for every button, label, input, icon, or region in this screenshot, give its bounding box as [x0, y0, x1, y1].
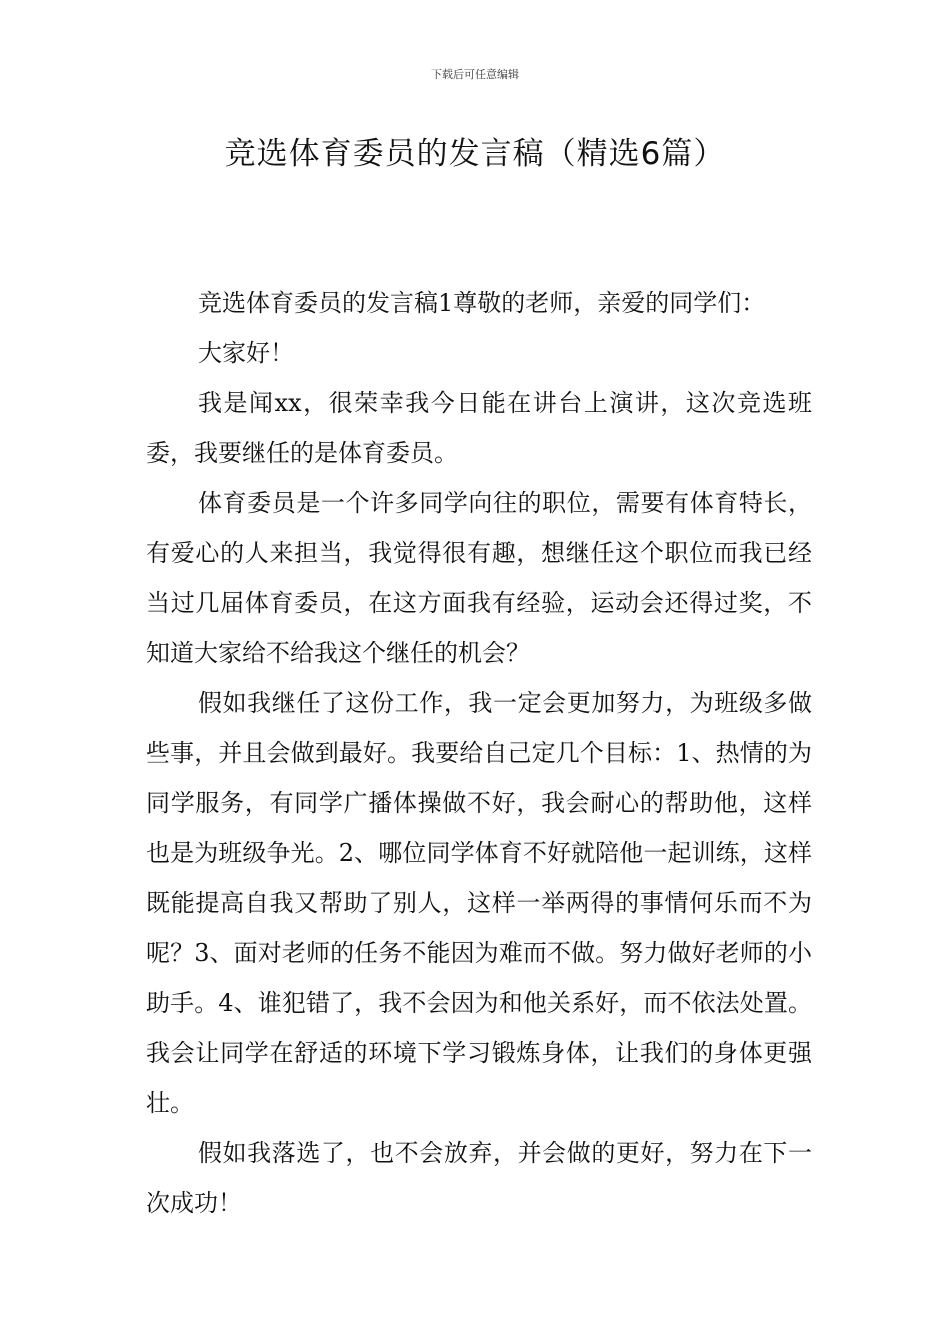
- document-body: [146, 278, 812, 1228]
- page-header-note: 下载后可任意编辑: [431, 68, 519, 81]
- paragraph-hello: 大家好！: [198, 339, 294, 367]
- paragraph-greeting-line: 竞选体育委员的发言稿1尊敬的老师，亲爱的同学们：: [198, 289, 766, 317]
- paragraph-introduction: 我是闻xx，很荣幸我今日能在讲台上演讲，这次竞选班委，我要继任的是体育委员。: [146, 389, 812, 467]
- document-title: 竞选体育委员的发言稿（精选6篇）: [224, 136, 726, 172]
- paragraph-goals: 假如我继任了这份工作，我一定会更加努力，为班级多做些事，并且会做到最好。我要给自己定几个目标：1、热情的为同学服务，有同学广播体操做不好，我会耐心的帮助他，这样也是为班级争光。2、哪位同学体育不好就陪他一起训练，这样既能提高自我又帮助了别人，这样一举两得的事情何乐而不为呢？3、面对老师的任务不能因为难而不做。努力做好老师的小助手。4、谁犯错了，我不会因为和他关系好，而不依法处置。我会让同学在舒适的环境下学习锻炼身体，让我们的身体更强壮。: [146, 689, 812, 1117]
- paragraph-motivation: 体育委员是一个许多同学向往的职位，需要有体育特长，有爱心的人来担当，我觉得很有趣，想继任这个职位而我已经当过几届体育委员，在这方面我有经验，运动会还得过奖，不知道大家给不给我这个继任的机会？: [146, 489, 812, 667]
- paragraph-closing: 假如我落选了，也不会放弃，并会做的更好，努力在下一次成功！: [146, 1139, 812, 1217]
